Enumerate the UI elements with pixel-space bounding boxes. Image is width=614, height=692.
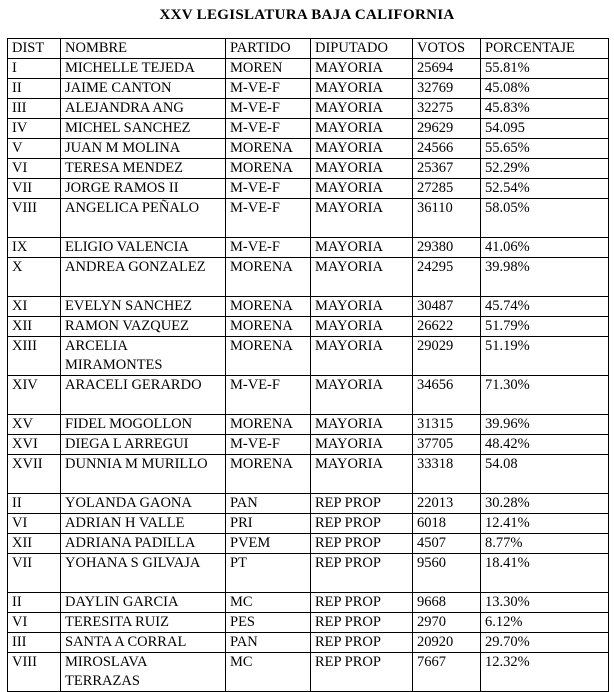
cell-votos: 9668 xyxy=(413,593,481,613)
cell-porcentaje: 54.08 xyxy=(481,455,609,494)
cell-dist: XIII xyxy=(8,337,61,376)
header-diputado: DIPUTADO xyxy=(311,39,413,59)
cell-dist: VI xyxy=(8,613,61,633)
cell-diputado: MAYORIA xyxy=(311,415,413,435)
cell-diputado: MAYORIA xyxy=(311,179,413,199)
cell-diputado: MAYORIA xyxy=(311,435,413,455)
cell-diputado: REP PROP xyxy=(311,534,413,554)
cell-diputado: MAYORIA xyxy=(311,297,413,317)
table-row xyxy=(8,455,609,494)
cell-partido: MC xyxy=(226,593,311,613)
cell-diputado: REP PROP xyxy=(311,653,413,692)
cell-nombre: SANTA A CORRAL xyxy=(61,633,226,653)
cell-votos: 4507 xyxy=(413,534,481,554)
cell-votos: 37705 xyxy=(413,435,481,455)
cell-dist: XV xyxy=(8,415,61,435)
cell-dist: XI xyxy=(8,297,61,317)
cell-votos: 30487 xyxy=(413,297,481,317)
cell-diputado: MAYORIA xyxy=(311,376,413,415)
cell-dist: IV xyxy=(8,119,61,139)
cell-votos: 24295 xyxy=(413,258,481,297)
cell-partido: M-VE-F xyxy=(226,199,311,238)
cell-porcentaje: 45.74% xyxy=(481,297,609,317)
cell-nombre: ANGELICA PEÑALO xyxy=(61,199,226,238)
cell-dist: VIII xyxy=(8,653,61,692)
cell-diputado: MAYORIA xyxy=(311,258,413,297)
cell-nombre: FIDEL MOGOLLON xyxy=(61,415,226,435)
cell-partido: MORENA xyxy=(226,139,311,159)
cell-nombre: ANDREA GONZALEZ xyxy=(61,258,226,297)
cell-votos: 9560 xyxy=(413,554,481,593)
cell-votos: 29380 xyxy=(413,238,481,258)
cell-porcentaje: 13.30% xyxy=(481,593,609,613)
cell-partido: MC xyxy=(226,653,311,692)
cell-diputado: REP PROP xyxy=(311,593,413,613)
cell-dist: XVII xyxy=(8,455,61,494)
table-row xyxy=(8,159,609,179)
cell-nombre: ADRIAN H VALLE xyxy=(61,514,226,534)
cell-dist: III xyxy=(8,99,61,119)
table-row xyxy=(8,633,609,653)
header-nombre: NOMBRE xyxy=(61,39,226,59)
cell-dist: XII xyxy=(8,317,61,337)
header-partido: PARTIDO xyxy=(226,39,311,59)
cell-partido: MOREN xyxy=(226,59,311,79)
cell-porcentaje: 18.41% xyxy=(481,554,609,593)
cell-partido: M-VE-F xyxy=(226,435,311,455)
cell-diputado: MAYORIA xyxy=(311,238,413,258)
cell-partido: PRI xyxy=(226,514,311,534)
results-table xyxy=(7,38,609,692)
cell-nombre: JAIME CANTON xyxy=(61,79,226,99)
cell-votos: 25367 xyxy=(413,159,481,179)
cell-diputado: MAYORIA xyxy=(311,317,413,337)
cell-dist: IX xyxy=(8,238,61,258)
cell-partido: PT xyxy=(226,554,311,593)
cell-partido: M-VE-F xyxy=(226,376,311,415)
cell-votos: 29029 xyxy=(413,337,481,376)
cell-nombre: RAMON VAZQUEZ xyxy=(61,317,226,337)
cell-dist: II xyxy=(8,593,61,613)
table-row xyxy=(8,554,609,593)
cell-nombre: ARACELI GERARDO xyxy=(61,376,226,415)
cell-dist: VI xyxy=(8,159,61,179)
cell-diputado: MAYORIA xyxy=(311,119,413,139)
cell-partido: MORENA xyxy=(226,258,311,297)
cell-dist: VII xyxy=(8,554,61,593)
cell-dist: V xyxy=(8,139,61,159)
cell-votos: 34656 xyxy=(413,376,481,415)
cell-diputado: REP PROP xyxy=(311,633,413,653)
cell-porcentaje: 6.12% xyxy=(481,613,609,633)
cell-diputado: MAYORIA xyxy=(311,139,413,159)
cell-partido: MORENA xyxy=(226,455,311,494)
cell-nombre: YOLANDA GAONA xyxy=(61,494,226,514)
cell-dist: III xyxy=(8,633,61,653)
cell-votos: 26622 xyxy=(413,317,481,337)
cell-dist: VII xyxy=(8,179,61,199)
table-row xyxy=(8,119,609,139)
table-row xyxy=(8,593,609,613)
cell-nombre: ADRIANA PADILLA xyxy=(61,534,226,554)
cell-votos: 33318 xyxy=(413,455,481,494)
cell-diputado: MAYORIA xyxy=(311,199,413,238)
cell-porcentaje: 45.08% xyxy=(481,79,609,99)
table-row xyxy=(8,415,609,435)
cell-porcentaje: 12.32% xyxy=(481,653,609,692)
table-row xyxy=(8,238,609,258)
cell-votos: 25694 xyxy=(413,59,481,79)
cell-porcentaje: 55.81% xyxy=(481,59,609,79)
cell-votos: 32769 xyxy=(413,79,481,99)
cell-votos: 27285 xyxy=(413,179,481,199)
cell-votos: 29629 xyxy=(413,119,481,139)
cell-votos: 6018 xyxy=(413,514,481,534)
table-row xyxy=(8,258,609,297)
cell-votos: 31315 xyxy=(413,415,481,435)
cell-votos: 20920 xyxy=(413,633,481,653)
table-row xyxy=(8,199,609,238)
cell-porcentaje: 52.54% xyxy=(481,179,609,199)
cell-partido: M-VE-F xyxy=(226,99,311,119)
table-row xyxy=(8,376,609,415)
table-row xyxy=(8,179,609,199)
header-porcentaje: PORCENTAJE xyxy=(481,39,609,59)
table-row xyxy=(8,534,609,554)
table-row xyxy=(8,79,609,99)
cell-partido: M-VE-F xyxy=(226,238,311,258)
table-header-row xyxy=(8,39,609,59)
cell-votos: 7667 xyxy=(413,653,481,692)
cell-porcentaje: 48.42% xyxy=(481,435,609,455)
cell-nombre: DIEGA L ARREGUI xyxy=(61,435,226,455)
cell-partido: MORENA xyxy=(226,317,311,337)
cell-partido: MORENA xyxy=(226,297,311,317)
cell-partido: M-VE-F xyxy=(226,179,311,199)
cell-dist: XII xyxy=(8,534,61,554)
cell-porcentaje: 51.79% xyxy=(481,317,609,337)
cell-nombre: ARCELIA MIRAMONTES xyxy=(61,337,226,376)
cell-diputado: REP PROP xyxy=(311,554,413,593)
cell-diputado: MAYORIA xyxy=(311,99,413,119)
cell-dist: VIII xyxy=(8,199,61,238)
table-row xyxy=(8,435,609,455)
table-row xyxy=(8,139,609,159)
table-row xyxy=(8,337,609,376)
cell-diputado: MAYORIA xyxy=(311,337,413,376)
table-row xyxy=(8,59,609,79)
cell-partido: M-VE-F xyxy=(226,119,311,139)
cell-votos: 36110 xyxy=(413,199,481,238)
header-dist: DIST xyxy=(8,39,61,59)
cell-diputado: MAYORIA xyxy=(311,79,413,99)
cell-dist: VI xyxy=(8,514,61,534)
cell-nombre: TERESITA RUIZ xyxy=(61,613,226,633)
cell-porcentaje: 41.06% xyxy=(481,238,609,258)
cell-partido: M-VE-F xyxy=(226,79,311,99)
cell-nombre: MICHELLE TEJEDA xyxy=(61,59,226,79)
cell-nombre: YOHANA S GILVAJA xyxy=(61,554,226,593)
cell-nombre: MIROSLAVA TERRAZAS xyxy=(61,653,226,692)
cell-nombre: DUNNIA M MURILLO xyxy=(61,455,226,494)
cell-diputado: MAYORIA xyxy=(311,455,413,494)
cell-porcentaje: 39.98% xyxy=(481,258,609,297)
cell-diputado: REP PROP xyxy=(311,514,413,534)
cell-votos: 22013 xyxy=(413,494,481,514)
cell-partido: PAN xyxy=(226,633,311,653)
cell-porcentaje: 54.095 xyxy=(481,119,609,139)
cell-nombre: TERESA MENDEZ xyxy=(61,159,226,179)
cell-dist: II xyxy=(8,79,61,99)
cell-porcentaje: 12.41% xyxy=(481,514,609,534)
cell-partido: PVEM xyxy=(226,534,311,554)
table-row xyxy=(8,317,609,337)
cell-nombre: MICHEL SANCHEZ xyxy=(61,119,226,139)
cell-diputado: MAYORIA xyxy=(311,159,413,179)
cell-nombre: ELIGIO VALENCIA xyxy=(61,238,226,258)
cell-porcentaje: 39.96% xyxy=(481,415,609,435)
cell-nombre: DAYLIN GARCIA xyxy=(61,593,226,613)
cell-porcentaje: 29.70% xyxy=(481,633,609,653)
table-row xyxy=(8,494,609,514)
cell-votos: 32275 xyxy=(413,99,481,119)
cell-dist: X xyxy=(8,258,61,297)
cell-dist: XIV xyxy=(8,376,61,415)
cell-porcentaje: 8.77% xyxy=(481,534,609,554)
cell-partido: PES xyxy=(226,613,311,633)
cell-nombre: JUAN M MOLINA xyxy=(61,139,226,159)
table-row xyxy=(8,99,609,119)
table-row xyxy=(8,514,609,534)
table-row xyxy=(8,613,609,633)
cell-diputado: MAYORIA xyxy=(311,59,413,79)
cell-nombre: JORGE RAMOS II xyxy=(61,179,226,199)
cell-dist: II xyxy=(8,494,61,514)
cell-porcentaje: 52.29% xyxy=(481,159,609,179)
cell-diputado: REP PROP xyxy=(311,494,413,514)
cell-porcentaje: 55.65% xyxy=(481,139,609,159)
cell-votos: 2970 xyxy=(413,613,481,633)
cell-partido: MORENA xyxy=(226,415,311,435)
cell-dist: I xyxy=(8,59,61,79)
cell-dist: XVI xyxy=(8,435,61,455)
header-votos: VOTOS xyxy=(413,39,481,59)
cell-partido: MORENA xyxy=(226,337,311,376)
cell-votos: 24566 xyxy=(413,139,481,159)
cell-porcentaje: 45.83% xyxy=(481,99,609,119)
cell-porcentaje: 51.19% xyxy=(481,337,609,376)
page-title: XXV LEGISLATURA BAJA CALIFORNIA xyxy=(159,7,455,23)
cell-nombre: ALEJANDRA ANG xyxy=(61,99,226,119)
cell-partido: MORENA xyxy=(226,159,311,179)
cell-diputado: REP PROP xyxy=(311,613,413,633)
cell-porcentaje: 30.28% xyxy=(481,494,609,514)
table-row xyxy=(8,653,609,692)
cell-partido: PAN xyxy=(226,494,311,514)
cell-nombre: EVELYN SANCHEZ xyxy=(61,297,226,317)
cell-porcentaje: 71.30% xyxy=(481,376,609,415)
table-row xyxy=(8,297,609,317)
cell-porcentaje: 58.05% xyxy=(481,199,609,238)
